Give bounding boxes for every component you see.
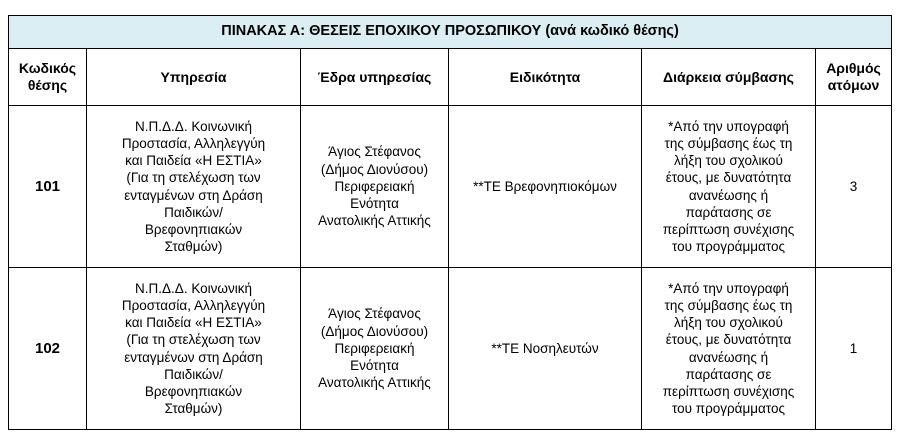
cell-duration-line: λήξη του σχολικού — [674, 315, 783, 331]
cell-service-line: (Για τη στελέχωση των — [126, 332, 261, 348]
cell-seat-line: (Δήμος Διονύσου) — [320, 323, 429, 339]
cell-service-line: Σταθμών) — [164, 401, 223, 417]
table-row — [9, 268, 892, 430]
cell-seat-line: Ανατολικής Αττικής — [318, 213, 431, 229]
table-title: ΠΙΝΑΚΑΣ Α: ΘΕΣΕΙΣ ΕΠΟΧΙΚΟΥ ΠΡΟΣΩΠΙΚΟΥ (ανά κωδικό θέσης) — [9, 16, 892, 49]
cell-seat — [301, 106, 449, 268]
cell-duration-line: του προγράμματος — [671, 401, 786, 417]
cell-duration — [642, 268, 816, 430]
header-specialty: Ειδικότητα — [449, 49, 642, 106]
header-seat: Έδρα υπηρεσίας — [301, 49, 449, 106]
header-persons-line: Αριθμός — [826, 60, 881, 76]
cell-seat-line: Περιφερειακή — [334, 340, 415, 356]
cell-code: 102 — [9, 268, 87, 430]
header-persons-line: ατόμων — [827, 77, 880, 93]
cell-duration-line: της σύμβασης έως τη — [664, 297, 793, 313]
cell-service-line: Παιδικών/ — [164, 366, 223, 382]
cell-seat-line: Ενότητα — [350, 196, 399, 212]
cell-duration-line: του προγράμματος — [671, 239, 786, 255]
header-code-line: Κωδικός — [18, 60, 77, 76]
cell-service-line: Προστασία, Αλληλεγγύη — [121, 135, 266, 151]
header-code-line: θέσης — [27, 77, 68, 93]
cell-service — [87, 268, 301, 430]
cell-service-line: Ν.Π.Δ.Δ. Κοινωνική — [135, 280, 252, 296]
header-service: Υπηρεσία — [87, 49, 301, 106]
cell-duration-line: έτους, με δυνατότητα — [665, 170, 792, 186]
cell-duration-line: περίπτωση συνέχισης — [662, 383, 795, 399]
cell-service-line: (Για τη στελέχωση των — [126, 170, 261, 186]
cell-service-line: Σταθμών) — [164, 239, 223, 255]
cell-persons: 1 — [816, 268, 892, 430]
cell-service-line: Παιδικών/ — [164, 204, 223, 220]
cell-specialty: **ΤΕ Νοσηλευτών — [449, 268, 642, 430]
header-duration: Διάρκεια σύμβασης — [642, 49, 816, 106]
cell-duration-line: παράτασης σε — [685, 204, 772, 220]
cell-service — [87, 106, 301, 268]
header-persons — [816, 49, 892, 106]
cell-persons: 3 — [816, 106, 892, 268]
cell-service-line: και Παιδεία «Η ΕΣΤΙΑ» — [125, 315, 262, 331]
cell-duration-line: ανανέωσης ή — [688, 349, 769, 365]
cell-seat-line: (Δήμος Διονύσου) — [320, 161, 429, 177]
cell-code: 101 — [9, 106, 87, 268]
cell-service-line: και Παιδεία «Η ΕΣΤΙΑ» — [125, 153, 262, 169]
cell-duration-line: *Από την υπογραφή — [668, 280, 789, 296]
cell-duration-line: ανανέωσης ή — [688, 187, 769, 203]
cell-seat-line: Ανατολικής Αττικής — [318, 375, 431, 391]
header-row — [9, 49, 892, 106]
cell-seat-line: Ενότητα — [350, 358, 399, 374]
positions-table — [8, 15, 892, 430]
cell-duration-line: περίπτωση συνέχισης — [662, 221, 795, 237]
cell-service-line: ενταγμένων στη Δράση — [124, 187, 263, 203]
cell-service-line: Βρεφονηπιακών — [144, 221, 243, 237]
cell-seat-line: Άγιος Στέφανος — [328, 144, 421, 160]
cell-duration-line: παράτασης σε — [685, 366, 772, 382]
cell-service-line: ενταγμένων στη Δράση — [124, 349, 263, 365]
table-title-row — [9, 16, 892, 49]
cell-service-line: Ν.Π.Δ.Δ. Κοινωνική — [135, 118, 252, 134]
cell-duration-line: έτους, με δυνατότητα — [665, 332, 792, 348]
header-code — [9, 49, 87, 106]
cell-duration-line: λήξη του σχολικού — [674, 153, 783, 169]
cell-service-line: Προστασία, Αλληλεγγύη — [121, 297, 266, 313]
cell-seat-line: Περιφερειακή — [334, 178, 415, 194]
cell-duration-line: *Από την υπογραφή — [668, 118, 789, 134]
cell-seat-line: Άγιος Στέφανος — [328, 306, 421, 322]
cell-duration — [642, 106, 816, 268]
cell-seat — [301, 268, 449, 430]
cell-specialty: **ΤΕ Βρεφονηπιοκόμων — [449, 106, 642, 268]
cell-duration-line: της σύμβασης έως τη — [664, 135, 793, 151]
table-row — [9, 106, 892, 268]
cell-service-line: Βρεφονηπιακών — [144, 383, 243, 399]
